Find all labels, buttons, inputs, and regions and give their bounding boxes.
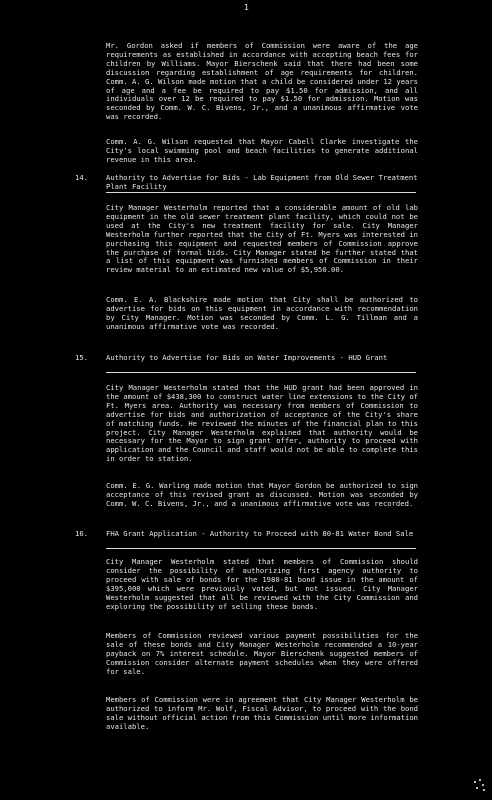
paragraph-hud-grant: City Manager Westerholm stated that the HUD grant had been approved in the amount of $438,300 to construct water line extensions to the City of Ft. Myers area. Authority was necessary from members of Commission to advertise for bids and authorization of acceptance of the City's share of matching funds. He reviewed the minutes of the financial plan to this project. City Manager Westerholm explained that authority would be necessary for the Mayor to sign grant offer, authority to proceed with application and the Council and staff would not be able to complete this in order to station. [106, 383, 418, 464]
item-number: 16. [75, 529, 88, 538]
page-number: 1 [244, 3, 249, 12]
scan-speckle [472, 778, 486, 792]
item-title: FHA Grant Application - Authority to Proceed with 80-81 Water Bond Sale [106, 529, 414, 538]
item-title: Authority to Advertise for Bids on Water Improvements - HUD Grant [106, 353, 388, 362]
paragraph-beach-fees: Mr. Gordon asked if members of Commission were aware of the age requirements as established in accordance with accepting beach fees for children by Williams. Mayor Bierschenk said that there had been some discussion regarding establishment of age requirements for children. Comm. A. G. Wilson made motion that a child be considered under 12 years of age and a fee be required to pay $1.50 for admission, and all individuals over 12 be required to pay $1.50 for admission. Motion was seconded by Comm. W. C. Bivens, Jr., and a unanimous affirmative vote was recorded. [106, 41, 418, 122]
item-title: Authority to Advertise for Bids - Lab Equipment from Old Sewer Treatment Plant Facility [106, 173, 418, 191]
title-underline [106, 192, 416, 193]
title-underline [106, 548, 416, 549]
paragraph-swimming-revenue: Comm. A. G. Wilson requested that Mayor Cabell Clarke investigate the City's local swimming pool and beach facilities to generate additional revenue in this area. [106, 137, 418, 164]
title-underline [106, 372, 416, 373]
paragraph-bond-sale: City Manager Westerholm stated that members of Commission should consider the possibility of authorizing first agency authority to proceed with sale of bonds for the 1980-81 bond issue in the amount of $395,000 which were previously voted, but not issued. City Manager Westerholm suggested that all be reviewed with the City Commission and exploring the possibility of selling these bonds. [106, 557, 418, 611]
paragraph-grant-motion: Comm. E. G. Warling made motion that Mayor Gordon be authorized to sign acceptance of this revised grant as discussed. Motion was seconded by Comm. W. C. Bivens, Jr., and a unanimous affirmative vote was recorded. [106, 481, 418, 508]
item-number: 14. [75, 173, 88, 182]
item-number: 15. [75, 353, 88, 362]
paragraph-bid-motion: Comm. E. A. Blackshire made motion that City shall be authorized to advertise for bids on this equipment in accordance with recommendation by City Manager. Motion was seconded by Comm. L. G. Tillman and a unanimous affirmative vote was recorded. [106, 295, 418, 331]
paragraph-lab-equipment: City Manager Westerholm reported that a considerable amount of old lab equipment in the old sewer treatment plant facility, which could not be used at the City's new treatment facility for sale. City Manager Westerholm further reported that the City of Ft. Myers was interested in purchasing this equipment and requested members of Commission approve the purchase of formal bids. City Manager stated he further stated that a list of this equipment was furnished members of Commission in their review material to an estimated new value of $5,950.00. [106, 203, 418, 275]
paragraph-payment-schedule: Members of Commission reviewed various payment possibilities for the sale of these bonds and City Manager Westerholm recommended a 10-year payback on 7% interest schedule. Mayor Bierschenk suggested members of Commission consider alternate payment schedules when they were offered for sale. [106, 631, 418, 676]
paragraph-bond-agreement: Members of Commission were in agreement that City Manager Westerholm be authorized to inform Mr. Wolf, Fiscal Advisor, to proceed with the bond sale without official action from this Commission until more information available. [106, 695, 418, 731]
